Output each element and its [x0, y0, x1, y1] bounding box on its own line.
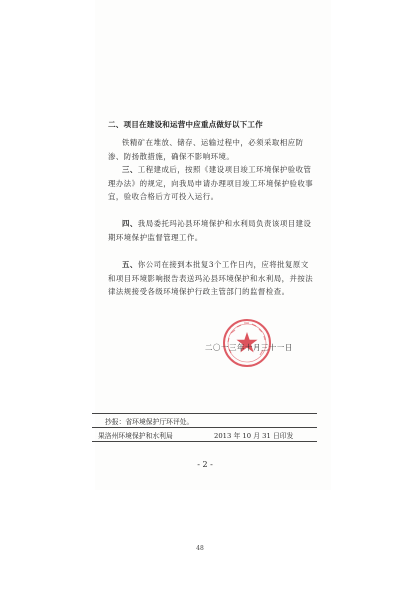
divider-middle — [92, 427, 317, 428]
paragraph-1 — [108, 136, 315, 163]
paragraph-1-text: 铁精矿在堆放、储存、运输过程中，必须采取相应防渗、防扬散措施，确保不影响环境。 — [108, 138, 304, 161]
divider-bottom — [92, 441, 317, 442]
section-heading: 二、项目在建设和运营中应重点做好以下工作 — [108, 120, 263, 129]
paragraph-4-label: 五、 — [122, 260, 138, 269]
paragraph-3-text: 我局委托玛沁县环境保护和水利局负责该项目建设期环境保护监督管理工作。 — [108, 219, 312, 242]
print-date: 2013 年 10 月 31 日印发 — [214, 432, 294, 440]
paragraph-2-text: 工程建成后，按照《建设项目竣工环境保护验收管理办法》的规定，向我局申请办理项目竣工环境保护验收事宜，验收合格后方可投入运行。 — [108, 165, 314, 201]
cc-line: 抄报：省环境保护厅环评处。 — [105, 418, 194, 426]
paragraph-3 — [108, 217, 315, 244]
paragraph-3-label: 四、 — [122, 219, 138, 228]
issuing-office: 果洛州环境保护和水利局 — [98, 432, 173, 440]
paragraph-4 — [108, 258, 315, 299]
signature-date: 二〇一三年十月三十一日 — [205, 343, 293, 352]
footer-page-number: 48 — [196, 545, 204, 552]
page-number: - 2 - — [197, 460, 213, 469]
paragraph-2-label: 三、 — [122, 165, 138, 174]
paragraph-2 — [108, 163, 315, 204]
paragraph-4-text: 你公司在接到本批复3个工作日内，应将批复原文和项目环境影响报告表送玛沁县环境保护和水利局，并按法律法规接受各级环境保护行政主管部门的监督检查。 — [108, 260, 314, 296]
divider-top — [92, 413, 317, 414]
